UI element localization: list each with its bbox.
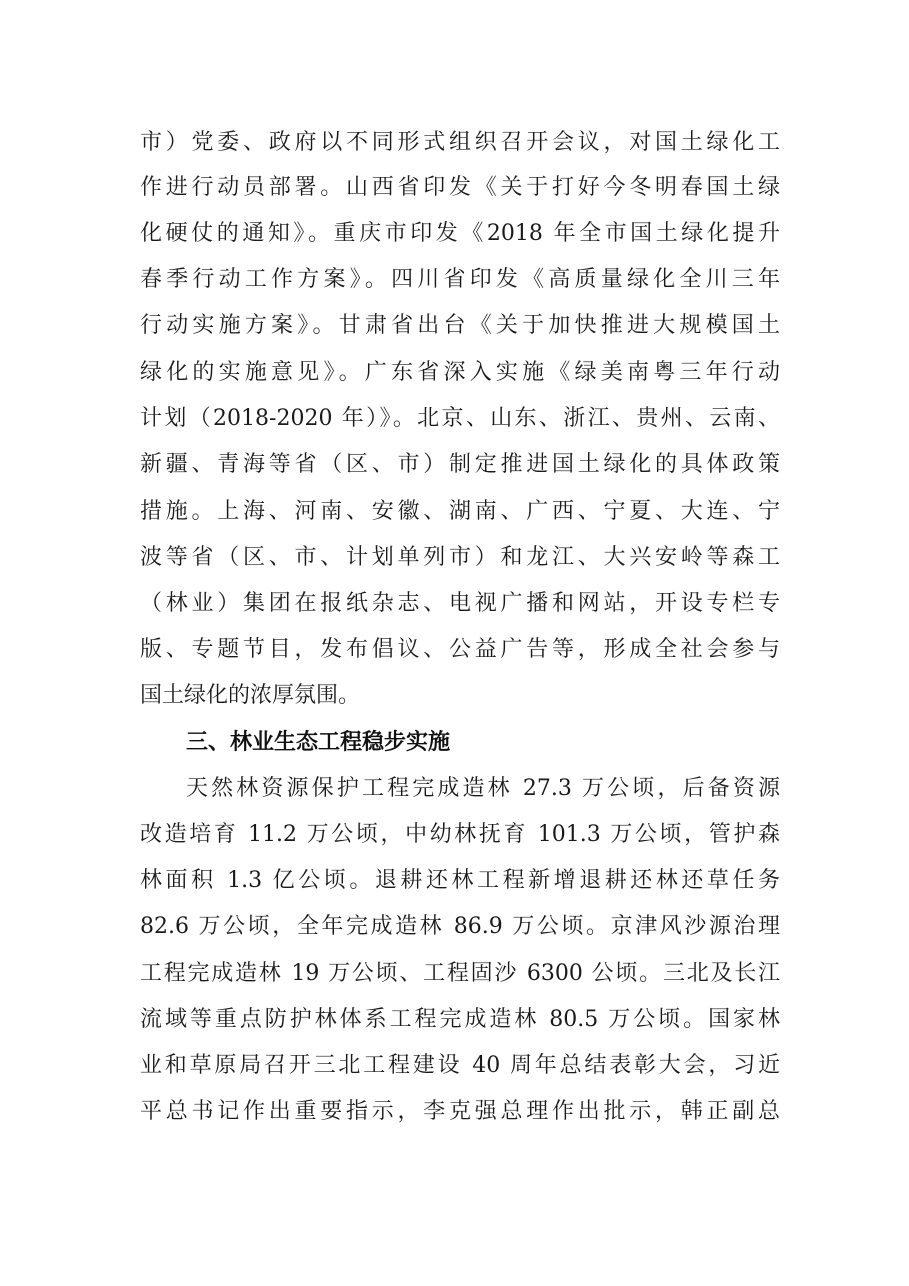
paragraph-line: 行动实施方案》。甘肃省出台《关于加快推进大规模国土: [140, 313, 780, 338]
paragraph-line: 天然林资源保护工程完成造林 27.3 万公顷，后备资源: [186, 776, 780, 801]
paragraph-line: 流域等重点防护林体系工程完成造林 80.5 万公顷。国家林: [140, 1007, 780, 1032]
paragraph-line: 平总书记作出重要指示，李克强总理作出批示，韩正副总: [140, 1099, 780, 1124]
paragraph-line: 绿化的实施意见》。广东省深入实施《绿美南粤三年行动: [140, 360, 780, 385]
paragraph-line: 版、专题节目，发布倡议、公益广告等，形成全社会参与: [140, 637, 780, 662]
paragraph-line: 新疆、青海等省（区、市）制定推进国土绿化的具体政策: [140, 452, 780, 477]
section-heading: 三、林业生态工程稳步实施: [186, 730, 451, 755]
paragraph-line: 业和草原局召开三北工程建设 40 周年总结表彰大会，习近: [140, 1053, 780, 1078]
paragraph-line: 国土绿化的浓厚氛围。: [140, 683, 361, 708]
paragraph-line: 化硬仗的通知》。重庆市印发《2018 年全市国土绿化提升: [140, 221, 780, 246]
paragraph-line: 计划（2018-2020 年）》。北京、山东、浙江、贵州、云南、: [140, 406, 780, 431]
paragraph-line: 82.6 万公顷，全年完成造林 86.9 万公顷。京津风沙源治理: [140, 914, 780, 939]
paragraph-line: 作进行动员部署。山西省印发《关于打好今冬明春国土绿: [140, 175, 780, 200]
paragraph-line: 改造培育 11.2 万公顷，中幼林抚育 101.3 万公顷，管护森: [140, 822, 780, 847]
paragraph-line: （林业）集团在报纸杂志、电视广播和网站，开设专栏专: [140, 591, 780, 616]
paragraph-line: 波等省（区、市、计划单列市）和龙江、大兴安岭等森工: [140, 545, 780, 570]
paragraph-line: 工程完成造林 19 万公顷、工程固沙 6300 公顷。三北及长江: [140, 961, 780, 986]
paragraph-line: 春季行动工作方案》。四川省印发《高质量绿化全川三年: [140, 267, 780, 292]
paragraph-line: 林面积 1.3 亿公顷。退耕还林工程新增退耕还林还草任务: [140, 868, 780, 893]
paragraph-line: 市）党委、政府以不同形式组织召开会议，对国土绿化工: [140, 130, 780, 155]
paragraph-line: 措施。上海、河南、安徽、湖南、广西、宁夏、大连、宁: [140, 499, 780, 524]
